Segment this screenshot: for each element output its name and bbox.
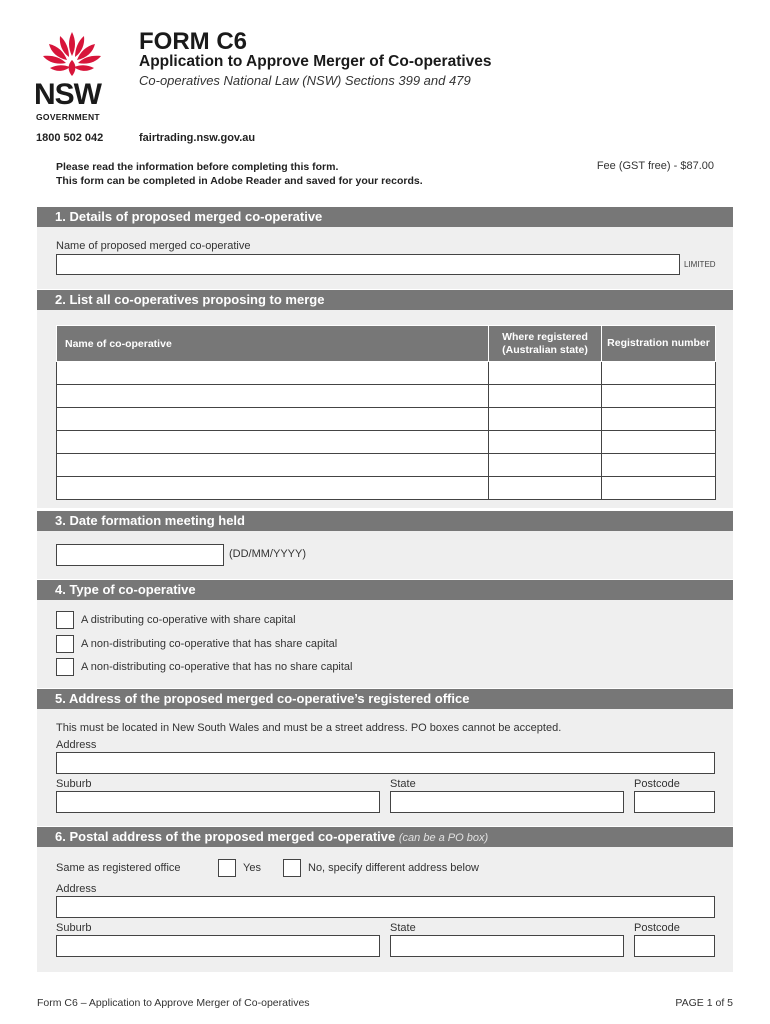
logo-subtext: GOVERNMENT: [36, 112, 100, 122]
intro-text: [56, 160, 423, 188]
intro-line-2: This form can be completed in Adobe Reader and saved for your records.: [56, 175, 423, 187]
coop-state-cell[interactable]: [489, 454, 602, 477]
coop-number-cell[interactable]: [602, 431, 716, 454]
proposed-name-label: Name of proposed merged co-operative: [56, 240, 251, 252]
distributing-share-capital-label: A distributing co-operative with share capital: [81, 614, 296, 626]
table-row: [57, 385, 716, 408]
form-title: Application to Approve Merger of Co-operatives: [139, 53, 492, 70]
coop-number-cell[interactable]: [602, 477, 716, 500]
same-yes-checkbox[interactable]: [218, 859, 236, 877]
table-row: [57, 431, 716, 454]
column-registration-header: Registration number: [602, 326, 716, 362]
non-distributing-no-share-capital-checkbox[interactable]: [56, 658, 74, 676]
coop-number-cell[interactable]: [602, 362, 716, 385]
column-registered-header: Where registered (Australian state): [489, 326, 602, 362]
coop-name-cell[interactable]: [57, 385, 489, 408]
section-1-heading: 1. Details of proposed merged co-operative: [37, 207, 733, 227]
section-3-heading: 3. Date formation meeting held: [37, 511, 733, 531]
postal-address-input[interactable]: [56, 896, 715, 918]
registered-suburb-label: Suburb: [56, 778, 92, 790]
table-row: [57, 408, 716, 431]
table-row: [57, 477, 716, 500]
section-5-heading: 5. Address of the proposed merged co-operative’s registered office: [37, 689, 733, 709]
proposed-name-input[interactable]: [56, 254, 680, 275]
coop-state-cell[interactable]: [489, 477, 602, 500]
registered-office-note: This must be located in New South Wales and must be a street address. PO boxes cannot be accepted.: [56, 722, 562, 734]
waratah-logo-icon: [40, 30, 104, 78]
same-no-checkbox[interactable]: [283, 859, 301, 877]
column-name-header: Name of co-operative: [57, 326, 489, 362]
registered-postcode-label: Postcode: [634, 778, 680, 790]
form-subtitle: Co-operatives National Law (NSW) Sections 399 and 479: [139, 73, 471, 88]
registered-suburb-input[interactable]: [56, 791, 380, 813]
coop-state-cell[interactable]: [489, 408, 602, 431]
registered-postcode-input[interactable]: [634, 791, 715, 813]
non-distributing-no-share-capital-label: A non-distributing co-operative that has no share capital: [81, 661, 353, 673]
postal-state-label: State: [390, 922, 416, 934]
same-no-label: No, specify different address below: [308, 862, 479, 874]
nsw-government-logo: [34, 30, 112, 120]
coop-name-cell[interactable]: [57, 431, 489, 454]
registered-state-label: State: [390, 778, 416, 790]
fee-text: Fee (GST free) - $87.00: [596, 160, 714, 172]
website-link[interactable]: fairtrading.nsw.gov.au: [139, 132, 256, 144]
footer-form-name: Form C6 – Application to Approve Merger of Co-operatives: [37, 997, 310, 1009]
coop-name-cell[interactable]: [57, 362, 489, 385]
section-6-title: 6. Postal address of the proposed merged co-operative: [55, 829, 396, 844]
date-format-hint: (DD/MM/YYYY): [229, 548, 306, 560]
registered-state-input[interactable]: [390, 791, 624, 813]
coop-state-cell[interactable]: [489, 385, 602, 408]
form-code: FORM C6: [139, 28, 247, 55]
intro-line-1: Please read the information before completing this form.: [56, 161, 339, 173]
section-6-heading: [37, 827, 733, 847]
postal-suburb-label: Suburb: [56, 922, 92, 934]
section-4-heading: 4. Type of co-operative: [37, 580, 733, 600]
coop-number-cell[interactable]: [602, 408, 716, 431]
logo-wordmark: NSW: [34, 78, 101, 111]
postal-postcode-label: Postcode: [634, 922, 680, 934]
coop-number-cell[interactable]: [602, 454, 716, 477]
distributing-share-capital-checkbox[interactable]: [56, 611, 74, 629]
non-distributing-share-capital-checkbox[interactable]: [56, 635, 74, 653]
cooperatives-table: [56, 325, 716, 500]
limited-suffix: LIMITED: [684, 260, 716, 269]
registered-address-input[interactable]: [56, 752, 715, 774]
table-row: [57, 362, 716, 385]
coop-name-cell[interactable]: [57, 408, 489, 431]
coop-state-cell[interactable]: [489, 431, 602, 454]
registered-address-label: Address: [56, 739, 97, 751]
section-6-hint: (can be a PO box): [398, 832, 489, 844]
table-row: [57, 454, 716, 477]
coop-name-cell[interactable]: [57, 454, 489, 477]
non-distributing-share-capital-label: A non-distributing co-operative that has share capital: [81, 638, 338, 650]
postal-postcode-input[interactable]: [634, 935, 715, 957]
footer-page-number: PAGE 1 of 5: [675, 997, 733, 1009]
same-yes-label: Yes: [243, 862, 261, 874]
phone-number: 1800 502 042: [36, 132, 104, 144]
same-as-registered-label: Same as registered office: [56, 862, 181, 874]
postal-address-label: Address: [56, 883, 97, 895]
postal-suburb-input[interactable]: [56, 935, 380, 957]
section-2-heading: 2. List all co-operatives proposing to merge: [37, 290, 733, 310]
postal-state-input[interactable]: [390, 935, 624, 957]
coop-number-cell[interactable]: [602, 385, 716, 408]
coop-state-cell[interactable]: [489, 362, 602, 385]
coop-name-cell[interactable]: [57, 477, 489, 500]
meeting-date-input[interactable]: [56, 544, 224, 566]
